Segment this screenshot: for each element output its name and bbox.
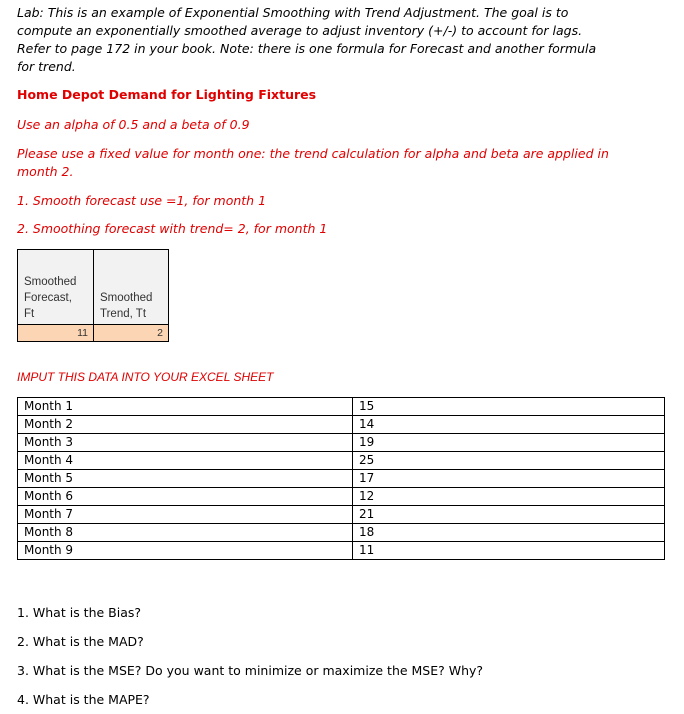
demand-value-cell[interactable]: 17 <box>353 470 665 488</box>
month-cell[interactable]: Month 5 <box>18 470 353 488</box>
fixed-value-note: Please use a fixed value for month one: the trend calculation for alpha and beta are applied in month 2. <box>17 146 609 179</box>
intro-paragraph: Lab: This is an example of Exponential Smoothing with Trend Adjustment. The goal is to compute an exponentially smoothed average to adjust inventory (+/-) to account for lags. Refer to page 172 in your book. Note: there is one formula for Forecast and another formula for trend. <box>17 5 597 74</box>
demand-value-cell[interactable]: 12 <box>353 488 665 506</box>
header-text: Trend, Tt <box>100 308 147 320</box>
month-cell[interactable]: Month 7 <box>18 506 353 524</box>
questions-list <box>17 598 483 714</box>
imput-data-label: IMPUT THIS DATA INTO YOUR EXCEL SHEET <box>17 370 274 384</box>
table-row <box>18 488 665 506</box>
header-text: Smoothed <box>24 276 77 288</box>
step-1-instruction: 1. Smooth forecast use =1, for month 1 <box>17 193 267 208</box>
header-text: Ft <box>24 308 35 320</box>
question-item: 2. What is the MAD? <box>17 634 144 649</box>
month-cell[interactable]: Month 4 <box>18 452 353 470</box>
smoothed-forecast-header <box>18 250 94 325</box>
smoothed-trend-header <box>94 250 169 325</box>
demand-value-cell[interactable]: 15 <box>353 398 665 416</box>
initial-trend-cell[interactable]: 2 <box>94 325 169 342</box>
demand-data-table <box>17 397 665 560</box>
demand-value-cell[interactable]: 21 <box>353 506 665 524</box>
step-2-instruction: 2. Smoothing forecast with trend= 2, for month 1 <box>17 221 328 236</box>
table-row <box>18 524 665 542</box>
month-cell[interactable]: Month 6 <box>18 488 353 506</box>
demand-value-cell[interactable]: 11 <box>353 542 665 560</box>
table-row <box>18 542 665 560</box>
month-cell[interactable]: Month 8 <box>18 524 353 542</box>
demand-value-cell[interactable]: 19 <box>353 434 665 452</box>
month-cell[interactable]: Month 3 <box>18 434 353 452</box>
question-item: 4. What is the MAPE? <box>17 692 150 707</box>
demand-value-cell[interactable]: 14 <box>353 416 665 434</box>
table-row <box>18 398 665 416</box>
table-row <box>18 434 665 452</box>
month-cell[interactable]: Month 2 <box>18 416 353 434</box>
question-item: 1. What is the Bias? <box>17 605 142 620</box>
header-text: Smoothed <box>100 292 153 304</box>
table-row <box>18 470 665 488</box>
section-heading: Home Depot Demand for Lighting Fixtures <box>17 87 317 102</box>
demand-value-cell[interactable]: 18 <box>353 524 665 542</box>
month-cell[interactable]: Month 1 <box>18 398 353 416</box>
month-cell[interactable]: Month 9 <box>18 542 353 560</box>
table-row <box>18 416 665 434</box>
question-item: 3. What is the MSE? Do you want to minimize or maximize the MSE? Why? <box>17 663 484 678</box>
table-row <box>18 506 665 524</box>
demand-value-cell[interactable]: 25 <box>353 452 665 470</box>
alpha-beta-instruction: Use an alpha of 0.5 and a beta of 0.9 <box>17 117 250 132</box>
header-text: Forecast, <box>24 292 72 304</box>
initial-values-table <box>17 249 169 342</box>
initial-forecast-cell[interactable]: 11 <box>18 325 94 342</box>
table-row <box>18 452 665 470</box>
